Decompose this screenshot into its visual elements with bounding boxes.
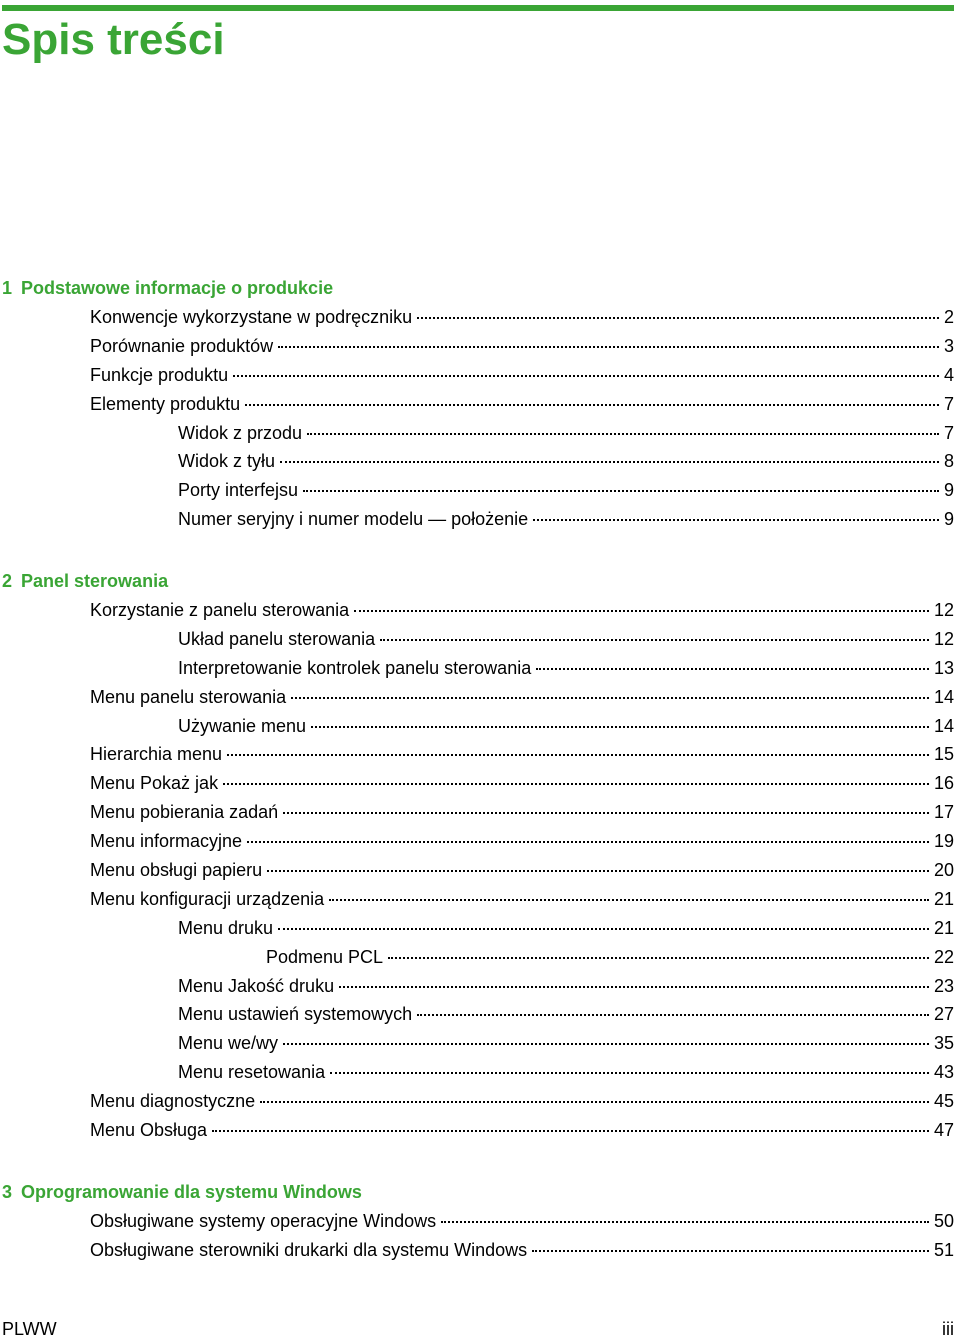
dot-leader [311,726,929,728]
toc-entry-title: Menu obsługi papieru [90,860,263,881]
toc-entry-page: 12 [933,628,954,649]
toc-entry[interactable] [2,1000,954,1029]
toc-entry[interactable] [2,654,954,683]
toc-entry-page: 4 [943,364,954,385]
toc-entry[interactable] [2,596,954,625]
toc-entry[interactable] [2,1116,954,1145]
toc-entry-title: Widok z przodu [178,422,303,443]
chapter-number: 3 [2,1182,13,1202]
dot-leader [267,870,929,872]
toc-entry-title: Numer seryjny i numer modelu — położenie [178,509,529,530]
toc-entry-title: Obsługiwane systemy operacyjne Windows [90,1211,437,1231]
toc-entry-title: Menu ustawień systemowych [178,1004,413,1025]
dot-leader [227,754,929,756]
header-rule [2,5,954,11]
chapter-title: Panel sterowania [21,571,169,591]
toc-entry-page: 16 [933,773,954,794]
toc-entry-page: 3 [943,335,954,356]
dot-leader [212,1130,929,1132]
toc-entry-title: Menu we/wy [178,1033,279,1054]
dot-leader [260,1101,929,1103]
toc-entry-title: Elementy produktu [90,393,241,414]
toc-entry-page: 22 [933,946,954,967]
chapter-heading[interactable] [2,567,954,596]
toc-entry-page: 23 [933,975,954,996]
dot-leader [417,317,939,319]
toc-entry[interactable] [2,332,954,361]
toc-entry[interactable] [2,683,954,712]
chapter-3 [2,1178,954,1265]
toc-entry-title: Menu resetowania [178,1062,326,1083]
toc-entry[interactable] [2,740,954,769]
dot-leader [532,1250,929,1252]
toc-entry-title: Funkcje produktu [90,364,229,385]
dot-leader [339,986,929,988]
toc-entry-title: Korzystanie z panelu sterowania [90,600,350,620]
toc-entry-page: 7 [943,422,954,443]
dot-leader [329,899,929,901]
toc-entry-page: 2 [943,307,954,327]
toc-entry[interactable] [2,1058,954,1087]
chapter-number: 2 [2,571,13,591]
page-title: Spis treści [2,15,225,64]
toc-entry[interactable] [2,505,954,534]
toc-entry-title: Interpretowanie kontrolek panelu sterowania [178,657,532,678]
toc-entry-page: 9 [943,480,954,501]
toc-entry[interactable] [2,419,954,448]
dot-leader [283,1043,929,1045]
dot-leader [245,404,939,406]
dot-leader [380,639,929,641]
toc-entry-title: Podmenu PCL [266,946,384,967]
toc-entry-page: 50 [933,1211,954,1231]
toc-entry-page: 51 [933,1239,954,1260]
dot-leader [223,783,929,785]
toc-entry-title: Menu Jakość druku [178,975,335,996]
toc-entry-page: 20 [933,860,954,881]
toc-entry[interactable] [2,361,954,390]
toc-entry[interactable] [2,1207,954,1236]
toc-entry[interactable] [2,1236,954,1265]
toc-entry-page: 47 [933,1120,954,1141]
toc-entry-title: Hierarchia menu [90,744,223,765]
toc-entry-title: Układ panelu sterowania [178,628,376,649]
dot-leader [330,1072,929,1074]
toc-entry-page: 8 [943,451,954,472]
toc-entry-title: Widok z tyłu [178,451,276,472]
dot-leader [307,433,939,435]
dot-leader [417,1014,929,1016]
dot-leader [283,812,929,814]
toc-entry-title: Używanie menu [178,715,307,736]
toc-entry-title: Menu pobierania zadań [90,802,279,823]
toc-entry[interactable] [2,827,954,856]
toc-entry-title: Menu informacyjne [90,831,243,852]
toc-entry-page: 19 [933,831,954,852]
dot-leader [233,375,939,377]
dot-leader [388,957,929,959]
toc-entry-page: 43 [933,1062,954,1083]
toc-entry-page: 13 [933,657,954,678]
dot-leader [280,461,939,463]
toc-entry-title: Obsługiwane sterowniki drukarki dla systemu Windows [90,1239,528,1260]
dot-leader [303,490,939,492]
chapter-2 [2,567,954,1145]
toc-entry-title: Konwencje wykorzystane w podręczniku [90,307,413,327]
toc-entry[interactable] [2,769,954,798]
toc-entry-title: Menu panelu sterowania [90,686,287,707]
chapter-title: Podstawowe informacje o produkcie [21,278,334,298]
toc-entry-page: 21 [933,917,954,938]
toc-entry-title: Menu druku [178,917,274,938]
toc-entry-title: Menu konfiguracji urządzenia [90,888,325,909]
dot-leader [533,519,939,521]
toc-entry[interactable] [2,972,954,1001]
toc-entry-title: Porty interfejsu [178,480,299,501]
dot-leader [354,610,929,612]
dot-leader [536,668,929,670]
toc-entry[interactable] [2,476,954,505]
toc-entry-page: 45 [933,1091,954,1112]
toc-entry-title: Porównanie produktów [90,335,274,356]
chapter-number: 1 [2,278,13,298]
toc-entry-page: 21 [933,888,954,909]
toc-entry[interactable] [2,712,954,741]
toc-entry-page: 27 [933,1004,954,1025]
toc-entry-title: Menu Pokaż jak [90,773,219,794]
toc-entry[interactable] [2,625,954,654]
toc-entry-page: 9 [943,509,954,530]
chapter-heading[interactable] [2,1178,954,1207]
toc-entry[interactable] [2,856,954,885]
toc-entry[interactable] [2,885,954,914]
toc-entry-page: 15 [933,744,954,765]
dot-leader [247,841,929,843]
toc-entry[interactable] [2,914,954,943]
toc-entry-page: 12 [933,600,954,620]
dot-leader [278,346,939,348]
dot-leader [278,928,929,930]
toc-entry-page: 35 [933,1033,954,1054]
chapter-heading[interactable] [2,274,954,303]
toc-entry[interactable] [2,943,954,972]
footer-doc-code: PLWW [2,1319,57,1339]
chapter-1 [2,274,954,534]
chapter-title: Oprogramowanie dla systemu Windows [21,1182,362,1202]
dot-leader [291,697,929,699]
toc-entry-title: Menu Obsługa [90,1120,208,1141]
toc-entry-page: 14 [933,686,954,707]
toc-entry[interactable] [2,390,954,419]
toc-entry-page: 14 [933,715,954,736]
dot-leader [441,1221,929,1223]
toc-entry[interactable] [2,798,954,827]
toc-entry-page: 7 [943,393,954,414]
toc-entry[interactable] [2,303,954,332]
toc-entry-page: 17 [933,802,954,823]
footer-page-number: iii [942,1319,954,1339]
toc-entry[interactable] [2,1029,954,1058]
toc-entry-title: Menu diagnostyczne [90,1091,256,1112]
toc-entry[interactable] [2,1087,954,1116]
toc-entry[interactable] [2,447,954,476]
